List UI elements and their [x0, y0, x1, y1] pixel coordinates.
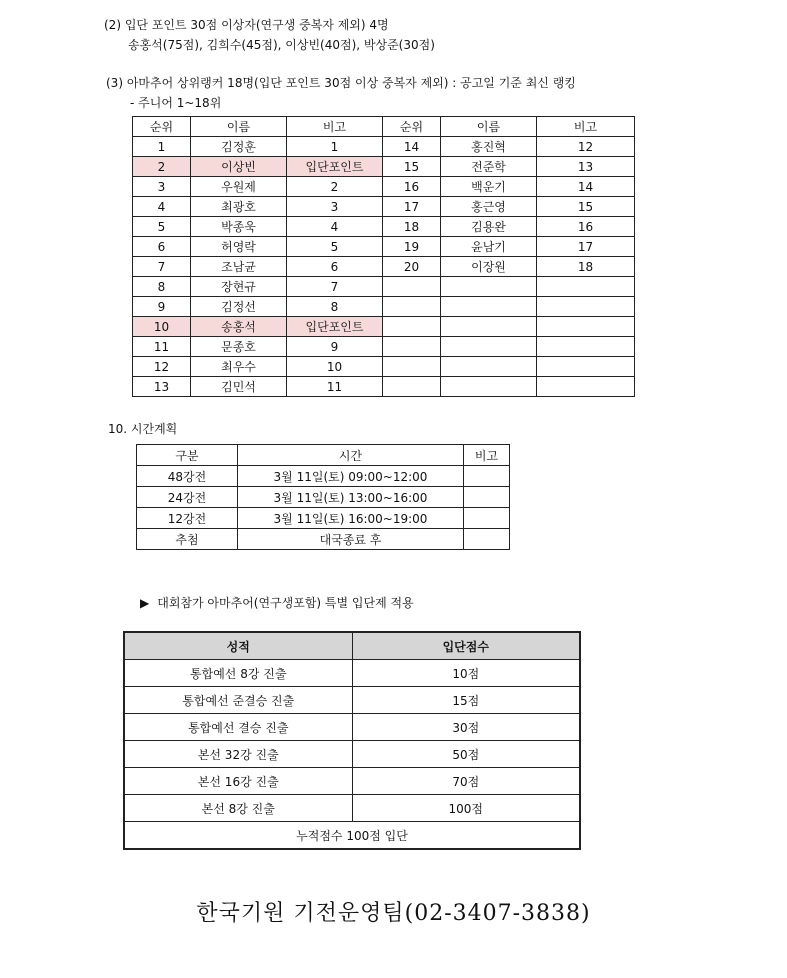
note-cell: 5 — [287, 237, 383, 257]
rank-cell: 14 — [383, 137, 441, 157]
name-cell: 김용완 — [441, 217, 537, 237]
rank-cell: 19 — [383, 237, 441, 257]
ranking-row — [133, 197, 635, 217]
category-cell: 48강전 — [137, 466, 238, 487]
result-cell: 본선 16강 진출 — [124, 768, 352, 795]
rank-cell: 9 — [133, 297, 191, 317]
note-cell: 15 — [537, 197, 635, 217]
result-cell: 통합예선 8강 진출 — [124, 660, 352, 687]
special-row — [124, 660, 580, 687]
rank-cell — [383, 297, 441, 317]
rank-cell: 5 — [133, 217, 191, 237]
rank-cell: 12 — [133, 357, 191, 377]
rank-cell: 2 — [133, 157, 191, 177]
rank-cell: 13 — [133, 377, 191, 397]
rank-cell: 17 — [383, 197, 441, 217]
rank-cell — [383, 277, 441, 297]
right-triangle-icon: ▶ — [140, 596, 150, 610]
name-cell: 백운기 — [441, 177, 537, 197]
note-cell: 11 — [287, 377, 383, 397]
category-cell: 12강전 — [137, 508, 238, 529]
ranking-header-row — [133, 117, 635, 137]
note-cell: 4 — [287, 217, 383, 237]
category-cell: 24강전 — [137, 487, 238, 508]
rank-cell: 4 — [133, 197, 191, 217]
result-cell: 통합예선 준결승 진출 — [124, 687, 352, 714]
header-time: 시간 — [238, 445, 464, 466]
ranking-row — [133, 257, 635, 277]
header-note: 비고 — [464, 445, 510, 466]
category-cell: 추첨 — [137, 529, 238, 550]
section-10-title: 10. 시간계획 — [108, 422, 178, 436]
note-cell: 입단포인트 — [287, 317, 383, 337]
special-row — [124, 714, 580, 741]
note-cell — [537, 277, 635, 297]
footer-contact: 한국기원 기전운영팀(02-3407-3838) — [196, 901, 591, 926]
name-cell: 김정선 — [191, 297, 287, 317]
name-cell: 홍근영 — [441, 197, 537, 217]
header-note: 비고 — [537, 117, 635, 137]
header-name: 이름 — [191, 117, 287, 137]
header-rank: 순위 — [133, 117, 191, 137]
name-cell — [441, 337, 537, 357]
name-cell: 이상빈 — [191, 157, 287, 177]
note-cell: 16 — [537, 217, 635, 237]
name-cell: 전준학 — [441, 157, 537, 177]
result-cell: 본선 32강 진출 — [124, 741, 352, 768]
name-cell: 송홍석 — [191, 317, 287, 337]
ranking-row — [133, 157, 635, 177]
ranking-row — [133, 217, 635, 237]
special-row — [124, 741, 580, 768]
header-category: 구분 — [137, 445, 238, 466]
note-cell: 9 — [287, 337, 383, 357]
rank-cell: 18 — [383, 217, 441, 237]
special-row — [124, 795, 580, 822]
special-footer-row — [124, 822, 580, 850]
ranking-row — [133, 317, 635, 337]
time-cell: 대국종료 후 — [238, 529, 464, 550]
note-cell: 8 — [287, 297, 383, 317]
note-cell: 10 — [287, 357, 383, 377]
name-cell — [441, 317, 537, 337]
name-cell: 윤남기 — [441, 237, 537, 257]
note-cell — [537, 317, 635, 337]
rank-cell: 6 — [133, 237, 191, 257]
ranking-row — [133, 177, 635, 197]
note-cell: 12 — [537, 137, 635, 157]
name-cell: 홍진혁 — [441, 137, 537, 157]
special-header-row — [124, 632, 580, 660]
rank-cell — [383, 377, 441, 397]
name-cell — [441, 357, 537, 377]
special-row — [124, 768, 580, 795]
section-3-subtitle: - 주니어 1~18위 — [130, 96, 222, 110]
points-cell: 50점 — [352, 741, 580, 768]
schedule-row — [137, 466, 510, 487]
note-cell: 1 — [287, 137, 383, 157]
header-name: 이름 — [441, 117, 537, 137]
header-note: 비고 — [287, 117, 383, 137]
section-3-title: (3) 아마추어 상위랭커 18명(입단 포인트 30점 이상 중복자 제외) : 공고일 기준 최신 랭킹 — [106, 76, 576, 90]
name-cell: 최우수 — [191, 357, 287, 377]
name-cell — [441, 297, 537, 317]
note-cell — [537, 377, 635, 397]
special-title-line — [140, 594, 414, 611]
points-cell: 100점 — [352, 795, 580, 822]
rank-cell: 1 — [133, 137, 191, 157]
note-cell — [464, 466, 510, 487]
note-cell: 17 — [537, 237, 635, 257]
schedule-table — [136, 444, 510, 550]
ranking-row — [133, 277, 635, 297]
special-admission-table — [123, 631, 581, 850]
rank-cell: 7 — [133, 257, 191, 277]
note-cell: 입단포인트 — [287, 157, 383, 177]
name-cell: 이장원 — [441, 257, 537, 277]
time-cell: 3월 11일(토) 13:00~16:00 — [238, 487, 464, 508]
time-cell: 3월 11일(토) 16:00~19:00 — [238, 508, 464, 529]
result-cell: 통합예선 결승 진출 — [124, 714, 352, 741]
name-cell: 장현규 — [191, 277, 287, 297]
note-cell — [464, 487, 510, 508]
name-cell: 우원제 — [191, 177, 287, 197]
special-title: 대회참가 아마추어(연구생포함) 특별 입단제 적용 — [157, 596, 414, 610]
ranking-table — [132, 116, 635, 397]
name-cell: 조남균 — [191, 257, 287, 277]
note-cell: 7 — [287, 277, 383, 297]
rank-cell: 3 — [133, 177, 191, 197]
name-cell: 김민석 — [191, 377, 287, 397]
rank-cell: 8 — [133, 277, 191, 297]
note-cell — [464, 529, 510, 550]
ranking-row — [133, 137, 635, 157]
rank-cell: 10 — [133, 317, 191, 337]
header-result: 성적 — [124, 632, 352, 660]
points-cell: 15점 — [352, 687, 580, 714]
points-cell: 70점 — [352, 768, 580, 795]
rank-cell — [383, 357, 441, 377]
note-cell — [537, 297, 635, 317]
ranking-row — [133, 357, 635, 377]
name-cell: 문종호 — [191, 337, 287, 357]
ranking-row — [133, 237, 635, 257]
rank-cell — [383, 317, 441, 337]
note-cell — [464, 508, 510, 529]
rank-cell: 20 — [383, 257, 441, 277]
note-cell: 6 — [287, 257, 383, 277]
name-cell: 김정훈 — [191, 137, 287, 157]
header-points: 입단점수 — [352, 632, 580, 660]
name-cell: 허영락 — [191, 237, 287, 257]
points-cell: 10점 — [352, 660, 580, 687]
schedule-row — [137, 487, 510, 508]
name-cell — [441, 277, 537, 297]
schedule-row — [137, 508, 510, 529]
points-cell: 30점 — [352, 714, 580, 741]
note-cell — [537, 337, 635, 357]
schedule-row — [137, 529, 510, 550]
rank-cell: 15 — [383, 157, 441, 177]
section-2-title: (2) 입단 포인트 30점 이상자(연구생 중복자 제외) 4명 — [104, 18, 389, 32]
name-cell: 박종욱 — [191, 217, 287, 237]
note-cell: 14 — [537, 177, 635, 197]
ranking-row — [133, 297, 635, 317]
special-row — [124, 687, 580, 714]
rank-cell — [383, 337, 441, 357]
ranking-row — [133, 337, 635, 357]
note-cell: 2 — [287, 177, 383, 197]
ranking-row — [133, 377, 635, 397]
time-cell: 3월 11일(토) 09:00~12:00 — [238, 466, 464, 487]
note-cell: 13 — [537, 157, 635, 177]
rank-cell: 16 — [383, 177, 441, 197]
note-cell: 3 — [287, 197, 383, 217]
header-rank: 순위 — [383, 117, 441, 137]
cumulative-rule-cell: 누적점수 100점 입단 — [124, 822, 580, 850]
note-cell — [537, 357, 635, 377]
name-cell: 최광호 — [191, 197, 287, 217]
rank-cell: 11 — [133, 337, 191, 357]
section-2-names: 송홍석(75점), 김희수(45점), 이상빈(40점), 박상준(30점) — [128, 38, 435, 52]
note-cell: 18 — [537, 257, 635, 277]
schedule-header-row — [137, 445, 510, 466]
result-cell: 본선 8강 진출 — [124, 795, 352, 822]
name-cell — [441, 377, 537, 397]
